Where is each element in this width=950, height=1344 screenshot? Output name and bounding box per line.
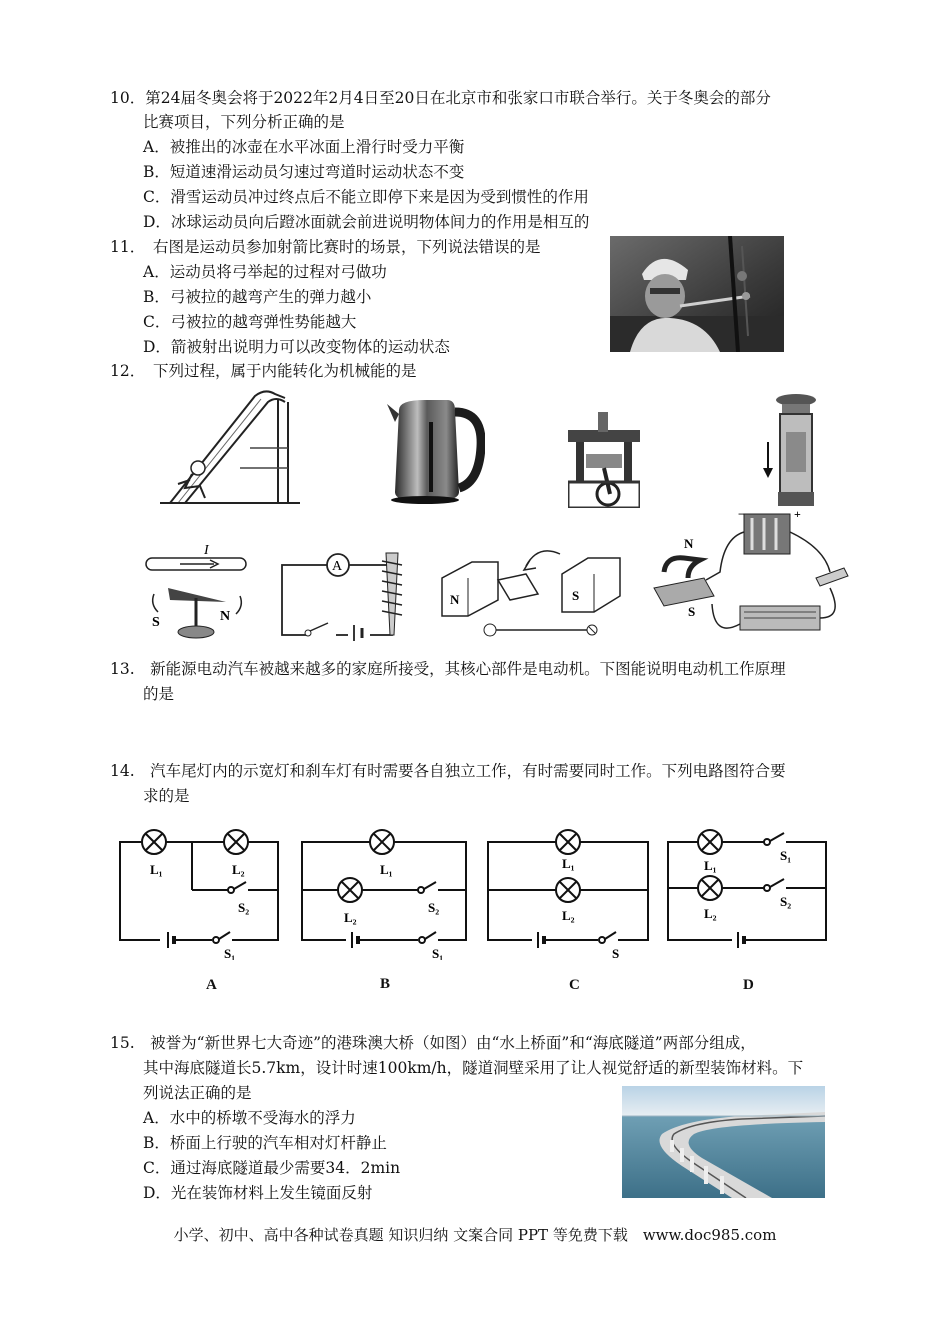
south-pole-label-2: S: [688, 604, 696, 619]
q15-option-d: D．光在装饰材料上发生镜面反射: [143, 1184, 373, 1202]
q11-option-a: A．运动员将弓举起的过程对弓做功: [143, 263, 387, 281]
archer-photo: [610, 236, 784, 352]
circuit-d-s2: S₂: [780, 894, 792, 909]
circuit-a-s1: S₁: [224, 946, 236, 960]
q14-stem-cont: 求的是: [143, 787, 190, 805]
circuit-b-s1: S₁: [432, 946, 444, 960]
ammeter-label: A: [332, 559, 343, 574]
q13-stem-cont: 的是: [143, 685, 175, 703]
circuit-a-l1: L₁: [150, 862, 163, 877]
q11-option-c: C．弓被拉的越弯弹性势能越大: [143, 313, 357, 331]
circuit-c-s: S: [612, 946, 620, 960]
option-c-label: C: [569, 977, 580, 993]
air-pump-figure: [760, 392, 820, 510]
circuit-d-l2: L₂: [704, 906, 717, 921]
q15-option-a: A．水中的桥墩不受海水的浮力: [143, 1109, 356, 1127]
circuit-c-l2: L₂: [562, 908, 575, 923]
q10-stem-cont: 比赛项目，下列分析正确的是: [143, 113, 345, 131]
q10-option-a: A．被推出的冰壶在水平冰面上滑行时受力平衡: [143, 138, 465, 156]
option-d-label: D: [743, 977, 754, 993]
svg-text:+: +: [794, 508, 801, 521]
svg-text:−: −: [738, 508, 745, 521]
q12-stem: 12． 下列过程，属于内能转化为机械能的是: [110, 362, 417, 380]
current-label: I: [204, 543, 209, 558]
q11-option-b: B．弓被拉的越弯产生的弹力越小: [143, 288, 372, 306]
bridge-photo: [622, 1086, 825, 1198]
q13-stem: 13. 新能源电动汽车被越来越多的家庭所接受，其核心部件是电动机。下图能说明电动机工作原理: [110, 660, 786, 678]
circuit-d: [660, 820, 835, 960]
option-a-label: A: [206, 977, 217, 993]
north-pole-label-2: N: [684, 536, 694, 551]
q11-stem: 11． 右图是运动员参加射箭比赛时的场景，下列说法错误的是: [110, 238, 541, 256]
option-b-label: B: [380, 976, 391, 992]
circuit-d-s1: S₁: [780, 848, 792, 863]
q10-option-d: D．冰球运动员向后蹬冰面就会前进说明物体间力的作用是相互的: [143, 213, 590, 231]
circuit-a: [112, 820, 287, 960]
q14-stem: 14. 汽车尾灯内的示宽灯和刹车灯有时需要各自独立工作，有时需要同时工作。下列电路图符合要: [110, 762, 786, 780]
kettle-figure: [385, 392, 485, 507]
circuit-c-l1: L₁: [562, 856, 575, 871]
oersted-experiment-figure: [140, 540, 255, 645]
q15-option-c: C．通过海底隧道最少需要34．2min: [143, 1159, 401, 1177]
circuit-a-s2: S₂: [238, 900, 250, 915]
slide-figure: [160, 388, 300, 508]
south-label: S: [152, 615, 160, 630]
q10-option-b: B．短道速滑运动员匀速过弯道时运动状态不变: [143, 163, 465, 181]
q15-stem: 15. 被誉为“新世界七大奇迹”的港珠澳大桥（如图）由“水上桥面”和“海底隧道”两部分组成，: [110, 1034, 756, 1052]
circuit-a-l2: L₂: [232, 862, 245, 877]
q10-option-c: C．滑雪运动员冲过终点后不能立即停下来是因为受到惯性的作用: [143, 188, 589, 206]
q15-stem-cont: 其中海底隧道长5.7km，设计时速100km/h，隧道洞壁采用了让人视觉舒适的新型装饰材料。下: [143, 1059, 804, 1077]
page-footer: 小学、初中、高中各种试卷真题 知识归纳 文案合同 PPT 等免费下载 www.doc985.com: [173, 1226, 777, 1244]
north-label: N: [220, 609, 231, 624]
north-pole-label: N: [450, 592, 460, 607]
circuit-b-s2: S₂: [428, 900, 440, 915]
q15-option-b: B．桥面上行驶的汽车相对灯杆静止: [143, 1134, 387, 1152]
q15-stem-cont-2: 列说法正确的是: [143, 1084, 252, 1102]
south-pole-label: S: [572, 588, 580, 603]
circuit-c: [480, 820, 655, 960]
circuit-b-l1: L₁: [380, 862, 393, 877]
circuit-b-l2: L₂: [344, 910, 357, 925]
circuit-b: [294, 820, 474, 960]
electromagnet-circuit-figure: [276, 545, 416, 645]
electromagnetic-induction-figure: [644, 508, 854, 648]
motor-model-figure: [438, 540, 628, 645]
q11-option-d: D．箭被射出说明力可以改变物体的运动状态: [143, 338, 450, 356]
engine-cylinder-figure: [568, 412, 640, 508]
q10-stem: 10．第24届冬奥会将于2022年2月4日至20日在北京市和张家口市联合举行。关于冬奥会的部分: [110, 89, 771, 107]
circuit-d-l1: L₁: [704, 858, 717, 873]
